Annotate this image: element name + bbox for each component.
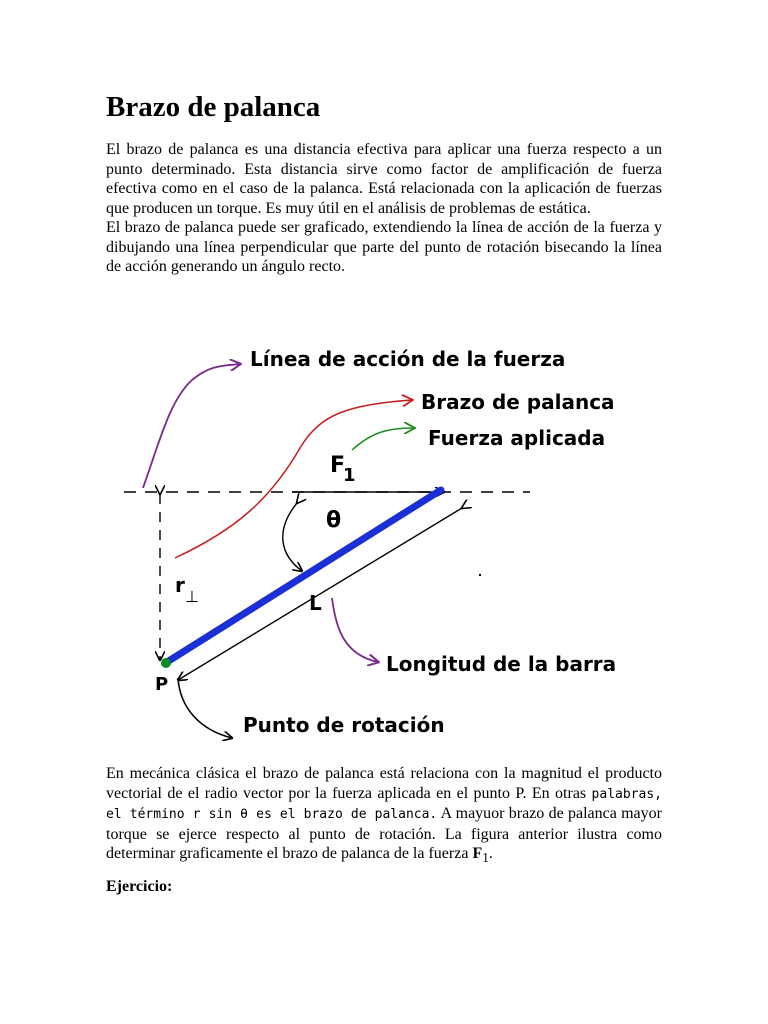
explanation-end: . [488, 845, 493, 862]
label-L: L [309, 591, 322, 615]
applied-force-pointer [352, 428, 414, 450]
explanation-paragraph [106, 764, 662, 868]
label-force-symbol: F [330, 453, 346, 478]
explanation-mono-phrase: palabras, el término r sin θ es el brazo de palanca. [106, 786, 662, 822]
label-perp: ⊥ [185, 587, 199, 606]
force-subscript: 1 [482, 850, 489, 866]
page-title: Brazo de palanca [106, 91, 321, 123]
intro-text [106, 140, 662, 277]
label-P: P [155, 674, 169, 695]
angle-arc [283, 503, 302, 571]
rotation-point-pointer [178, 678, 232, 738]
bar [167, 490, 441, 662]
label-r: r [175, 573, 185, 597]
explanation-text [106, 764, 662, 868]
explanation-part-1: En mecánica clásica el brazo de palanca está relaciona con la magnitud el producto vectorial de el radio vector por la fuerza aplicada en el punto P. En otras [106, 765, 662, 802]
label-force-subscript: 1 [343, 465, 356, 486]
lever-arm-figure [0, 320, 768, 760]
label-applied-force: Fuerza aplicada [428, 426, 606, 450]
force-symbol: F [472, 845, 483, 862]
pivot-point [161, 658, 171, 668]
label-lever-arm: Brazo de palanca [421, 390, 615, 414]
bar-length-pointer [332, 598, 378, 662]
line-of-action-pointer [143, 364, 240, 488]
label-bar-length: Longitud de la barra [386, 652, 617, 676]
intro-paragraph-1: El brazo de palanca es una distancia efectiva para aplicar una fuerza respecto a un punto determinado. Esta distancia sirve como factor de amplificación de fuerza efectiva como en el caso de la palanca. Está relacionada con la aplicación de fuerzas que producen un torque. Es muy útil en el análisis de problemas de estática. [106, 141, 662, 217]
label-rotation-point: Punto de rotación [243, 713, 445, 737]
exercise-heading: Ejercicio: [106, 878, 173, 895]
explanation-part-2: A mayuor brazo de palanca mayor torque se ejerce respecto al punto de rotación. La figura anterior ilustra como determinar graficamente el brazo de palanca de la fuerza [106, 805, 662, 862]
stray-dot [479, 574, 481, 576]
label-theta: θ [326, 508, 342, 533]
label-line-of-action: Línea de acción de la fuerza [250, 347, 566, 371]
intro-paragraph-2: El brazo de palanca puede ser graficado, extendiendo la línea de acción de la fuerza y dibujando una línea perpendicular que parte del punto de rotación bisecando la línea de acción generando un ángulo recto. [106, 219, 662, 275]
